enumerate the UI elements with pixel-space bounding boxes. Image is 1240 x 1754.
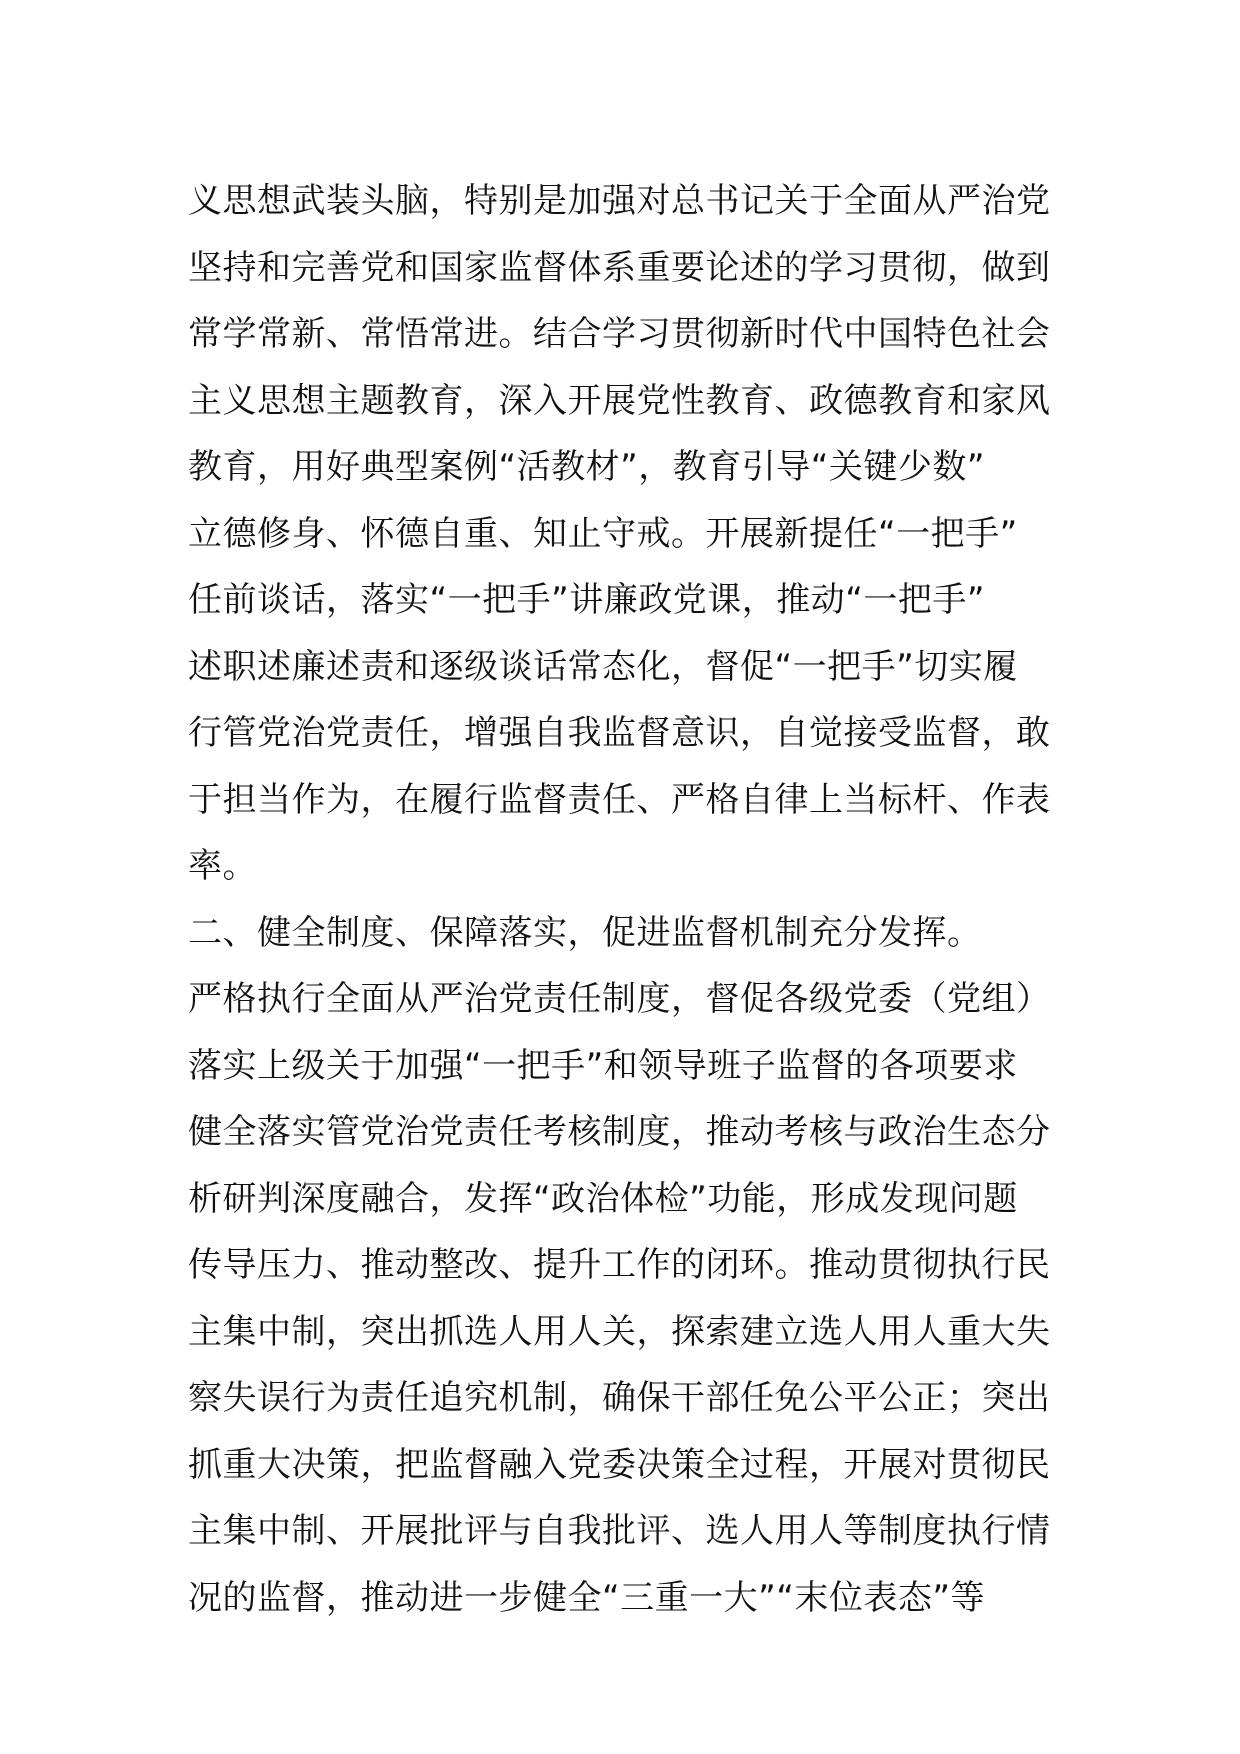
text-line: 义思想武装头脑，特别是加强对总书记关于全面从严治党 bbox=[188, 181, 1051, 221]
text-line: 严格执行全面从严治党责任制度，督促各级党委（党组） bbox=[188, 979, 1051, 1019]
text-line: 抓重大决策，把监督融入党委决策全过程，开展对贯彻民 bbox=[188, 1444, 1051, 1485]
text-line: 述职述廉述责和逐级谈话常态化，督促“一把手”切实履 bbox=[188, 646, 1018, 687]
text-line: 主集中制、开展批评与自我批评、选人用人等制度执行情 bbox=[188, 1511, 1051, 1551]
text-line: 坚持和完善党和国家监督体系重要论述的学习贯彻，做到 bbox=[188, 247, 1051, 288]
text-line: 于担当作为，在履行监督责任、严格自律上当标杆、作表 bbox=[188, 779, 1051, 820]
text-line: 主集中制，突出抓选人用人关，探索建立选人用人重大失 bbox=[188, 1311, 1051, 1352]
text-line: 况的监督，推动进一步健全“三重一大”“末位表态”等 bbox=[188, 1577, 985, 1618]
section-heading: 二、健全制度、保障落实，促进监督机制充分发挥。 bbox=[188, 912, 982, 953]
text-line: 析研判深度融合，发挥“政治体检”功能，形成发现问题 bbox=[188, 1178, 1018, 1219]
text-line: 落实上级关于加强“一把手”和领导班子监督的各项要求 bbox=[188, 1045, 1018, 1086]
text-line: 健全落实管党治党责任考核制度，推动考核与政治生态分 bbox=[188, 1112, 1051, 1152]
text-line: 立德修身、怀德自重、知止守戒。开展新提任“一把手” bbox=[188, 513, 1018, 554]
text-line: 行管党治党责任，增强自我监督意识，自觉接受监督，敢 bbox=[188, 713, 1051, 753]
text-line: 率。 bbox=[188, 846, 257, 886]
text-line: 常学常新、常悟常进。结合学习贯彻新时代中国特色社会 bbox=[188, 314, 1051, 354]
text-line: 传导压力、推动整改、提升工作的闭环。推动贯彻执行民 bbox=[188, 1245, 1051, 1285]
body-text bbox=[188, 168, 1068, 1631]
text-line: 主义思想主题教育，深入开展党性教育、政德教育和家风 bbox=[188, 380, 1051, 421]
text-line: 察失误行为责任追究机制，确保干部任免公平公正；突出 bbox=[188, 1378, 1051, 1418]
text-line: 教育，用好典型案例“活教材”，教育引导“关键少数” bbox=[188, 447, 985, 487]
text-line: 任前谈话，落实“一把手”讲廉政党课，推动“一把手” bbox=[188, 580, 985, 620]
